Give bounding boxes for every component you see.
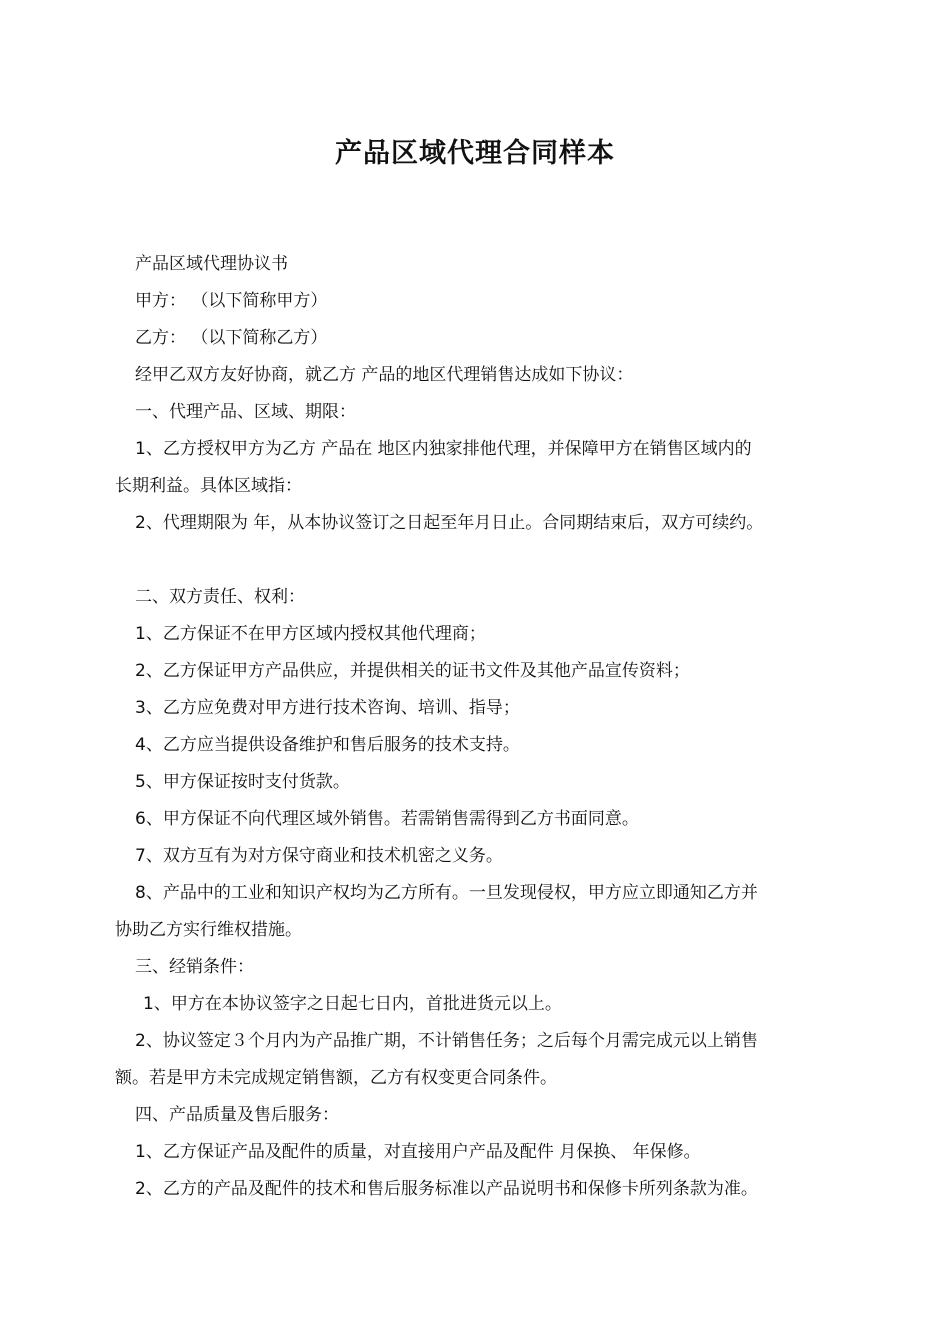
doc-line: 5、甲方保证按时支付货款。 [135,772,350,792]
doc-line: 长期利益。具体区域指： [115,476,302,496]
doc-line: 额。若是甲方未完成规定销售额，乙方有权变更合同条件。 [115,1068,557,1088]
document-body [115,246,845,1208]
section-heading: 二、双方责任、权利： [135,587,305,607]
doc-line: 2、乙方的产品及配件的技术和售后服务标准以产品说明书和保修卡所列条款为准。 [135,1179,758,1199]
doc-line: 8、产品中的工业和知识产权均为乙方所有。一旦发现侵权，甲方应立即通知乙方并 [135,883,758,903]
doc-line: 协助乙方实行维权措施。 [115,920,302,940]
doc-line: 1、乙方授权甲方为乙方 产品在 地区内独家排他代理，并保障甲方在销售区域内的 [135,439,752,459]
doc-line: 1、甲方在本协议签字之日起七日内，首批进货元以上。 [143,994,562,1014]
doc-line: 2、乙方保证甲方产品供应，并提供相关的证书文件及其他产品宣传资料； [135,661,690,681]
doc-line: 1、乙方保证不在甲方区域内授权其他代理商； [135,624,486,644]
doc-line: 经甲乙双方友好协商，就乙方 产品的地区代理销售达成如下协议： [135,365,634,385]
doc-line: 4、乙方应当提供设备维护和售后服务的技术支持。 [135,735,520,755]
doc-line: 2、代理期限为 年，从本协议签订之日起至年月日止。合同期结束后，双方可续约。 [135,513,764,533]
doc-line: 6、甲方保证不向代理区域外销售。若需销售需得到乙方书面同意。 [135,809,639,829]
doc-line: 2、协议签定３个月内为产品推广期，不计销售任务；之后每个月需完成元以上销售 [135,1031,758,1051]
doc-line: 7、双方互有为对方保守商业和技术机密之义务。 [135,846,503,866]
doc-line: 1、乙方保证产品及配件的质量，对直接用户产品及配件 月保换、 年保修。 [135,1142,701,1162]
doc-line: 产品区域代理协议书 [135,254,288,274]
section-heading: 四、产品质量及售后服务： [135,1105,339,1125]
doc-line: 甲方： （以下简称甲方） [135,291,328,311]
doc-line: 3、乙方应免费对甲方进行技术咨询、培训、指导； [135,698,520,718]
doc-line: 乙方： （以下简称乙方） [135,328,328,348]
section-heading: 三、经销条件： [135,957,254,977]
section-heading: 一、代理产品、区域、期限： [135,402,356,422]
document-title: 产品区域代理合同样本 [335,138,615,169]
blank-line [115,542,845,579]
